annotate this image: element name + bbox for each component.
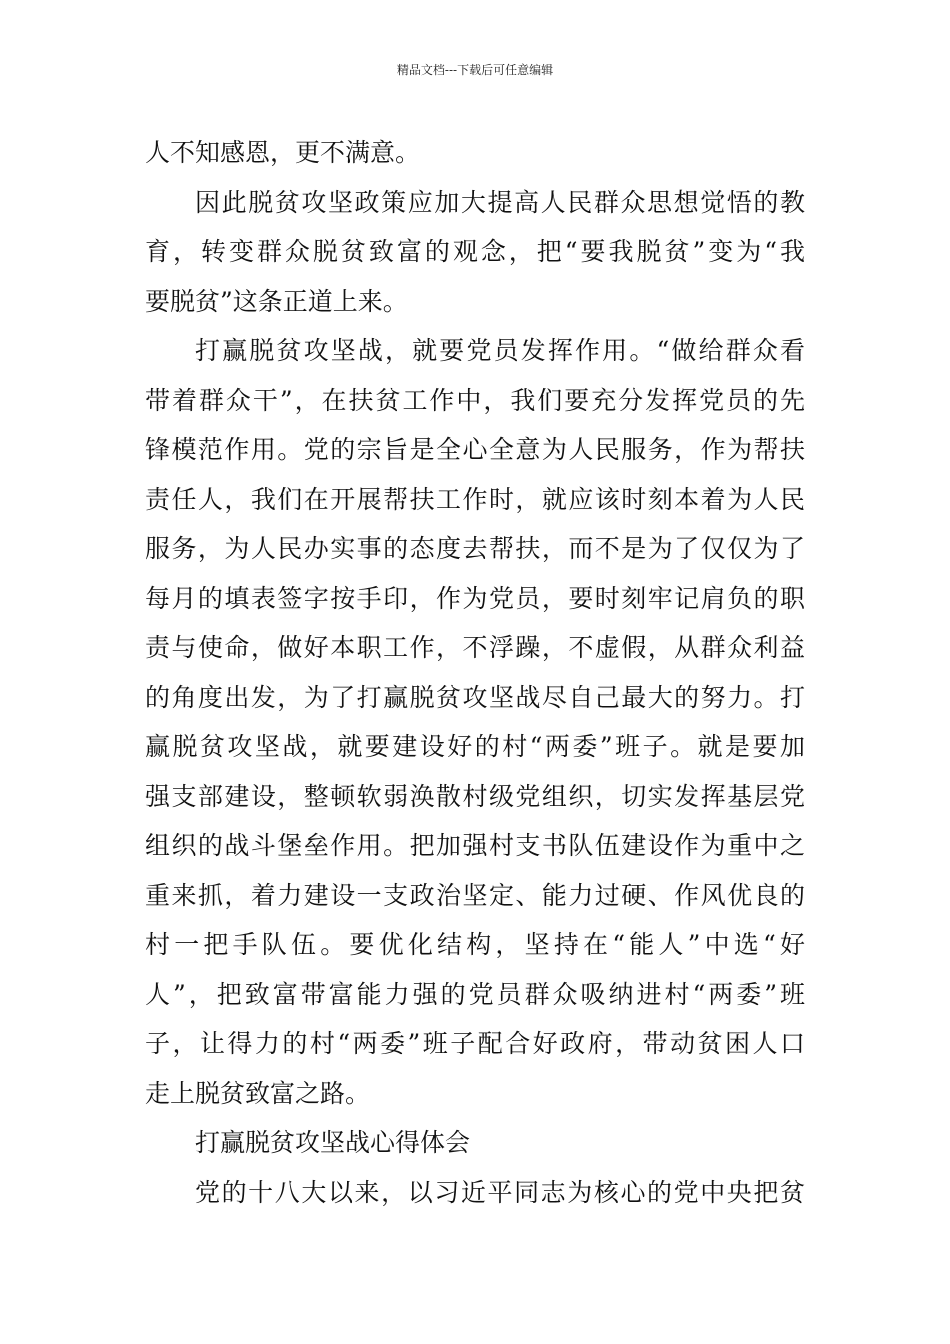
text-line: 重来抓，着力建设一支政治坚定、能力过硬、作风优良的 (145, 880, 805, 910)
text-line: 打赢脱贫攻坚战，就要党员发挥作用。“做给群众看 (195, 336, 805, 365)
text-line: 村一把手队伍。要优化结构，坚持在“能人”中选“好 (145, 930, 805, 959)
text-line: 要脱贫”这条正道上来。 (145, 286, 408, 316)
text-line: 打赢脱贫攻坚战心得体会 (195, 1128, 471, 1157)
text-line: 每月的填表签字按手印，作为党员，要时刻牢记肩负的职 (145, 583, 805, 613)
text-line: 赢脱贫攻坚战，就要建设好的村“两委”班子。就是要加 (145, 732, 805, 761)
document-body (145, 128, 805, 1217)
text-line: 组织的战斗堡垒作用。把加强村支书队伍建设作为重中之 (145, 831, 805, 860)
text-line: 因此脱贫攻坚政策应加大提高人民群众思想觉悟的教 (195, 187, 805, 217)
text-line: 责任人，我们在开展帮扶工作时，就应该时刻本着为人民 (145, 484, 805, 514)
text-line: 育，转变群众脱贫致富的观念，把“要我脱贫”变为“我 (145, 237, 805, 266)
text-line: 服务，为人民办实事的态度去帮扶，而不是为了仅仅为了 (145, 534, 805, 563)
text-line: 子，让得力的村“两委”班子配合好政府，带动贫困人口 (145, 1029, 805, 1058)
text-line: 锋模范作用。党的宗旨是全心全意为人民服务，作为帮扶 (145, 435, 805, 464)
text-line: 带着群众干”，在扶贫工作中，我们要充分发挥党员的先 (145, 385, 805, 415)
text-line: 人”，把致富带富能力强的党员群众吸纳进村“两委”班 (145, 979, 805, 1009)
text-line: 党的十八大以来，以习近平同志为核心的党中央把贫 (195, 1177, 805, 1207)
text-line: 的角度出发，为了打赢脱贫攻坚战尽自己最大的努力。打 (145, 682, 805, 712)
text-line: 强支部建设，整顿软弱涣散村级党组织，切实发挥基层党 (145, 781, 805, 811)
page-header: 精品文档---下载后可任意编辑 (396, 63, 554, 77)
text-line: 走上脱贫致富之路。 (145, 1078, 371, 1108)
text-line: 责与使命，做好本职工作，不浮躁，不虚假，从群众利益 (145, 633, 805, 662)
text-line: 人不知感恩，更不满意。 (145, 138, 421, 167)
